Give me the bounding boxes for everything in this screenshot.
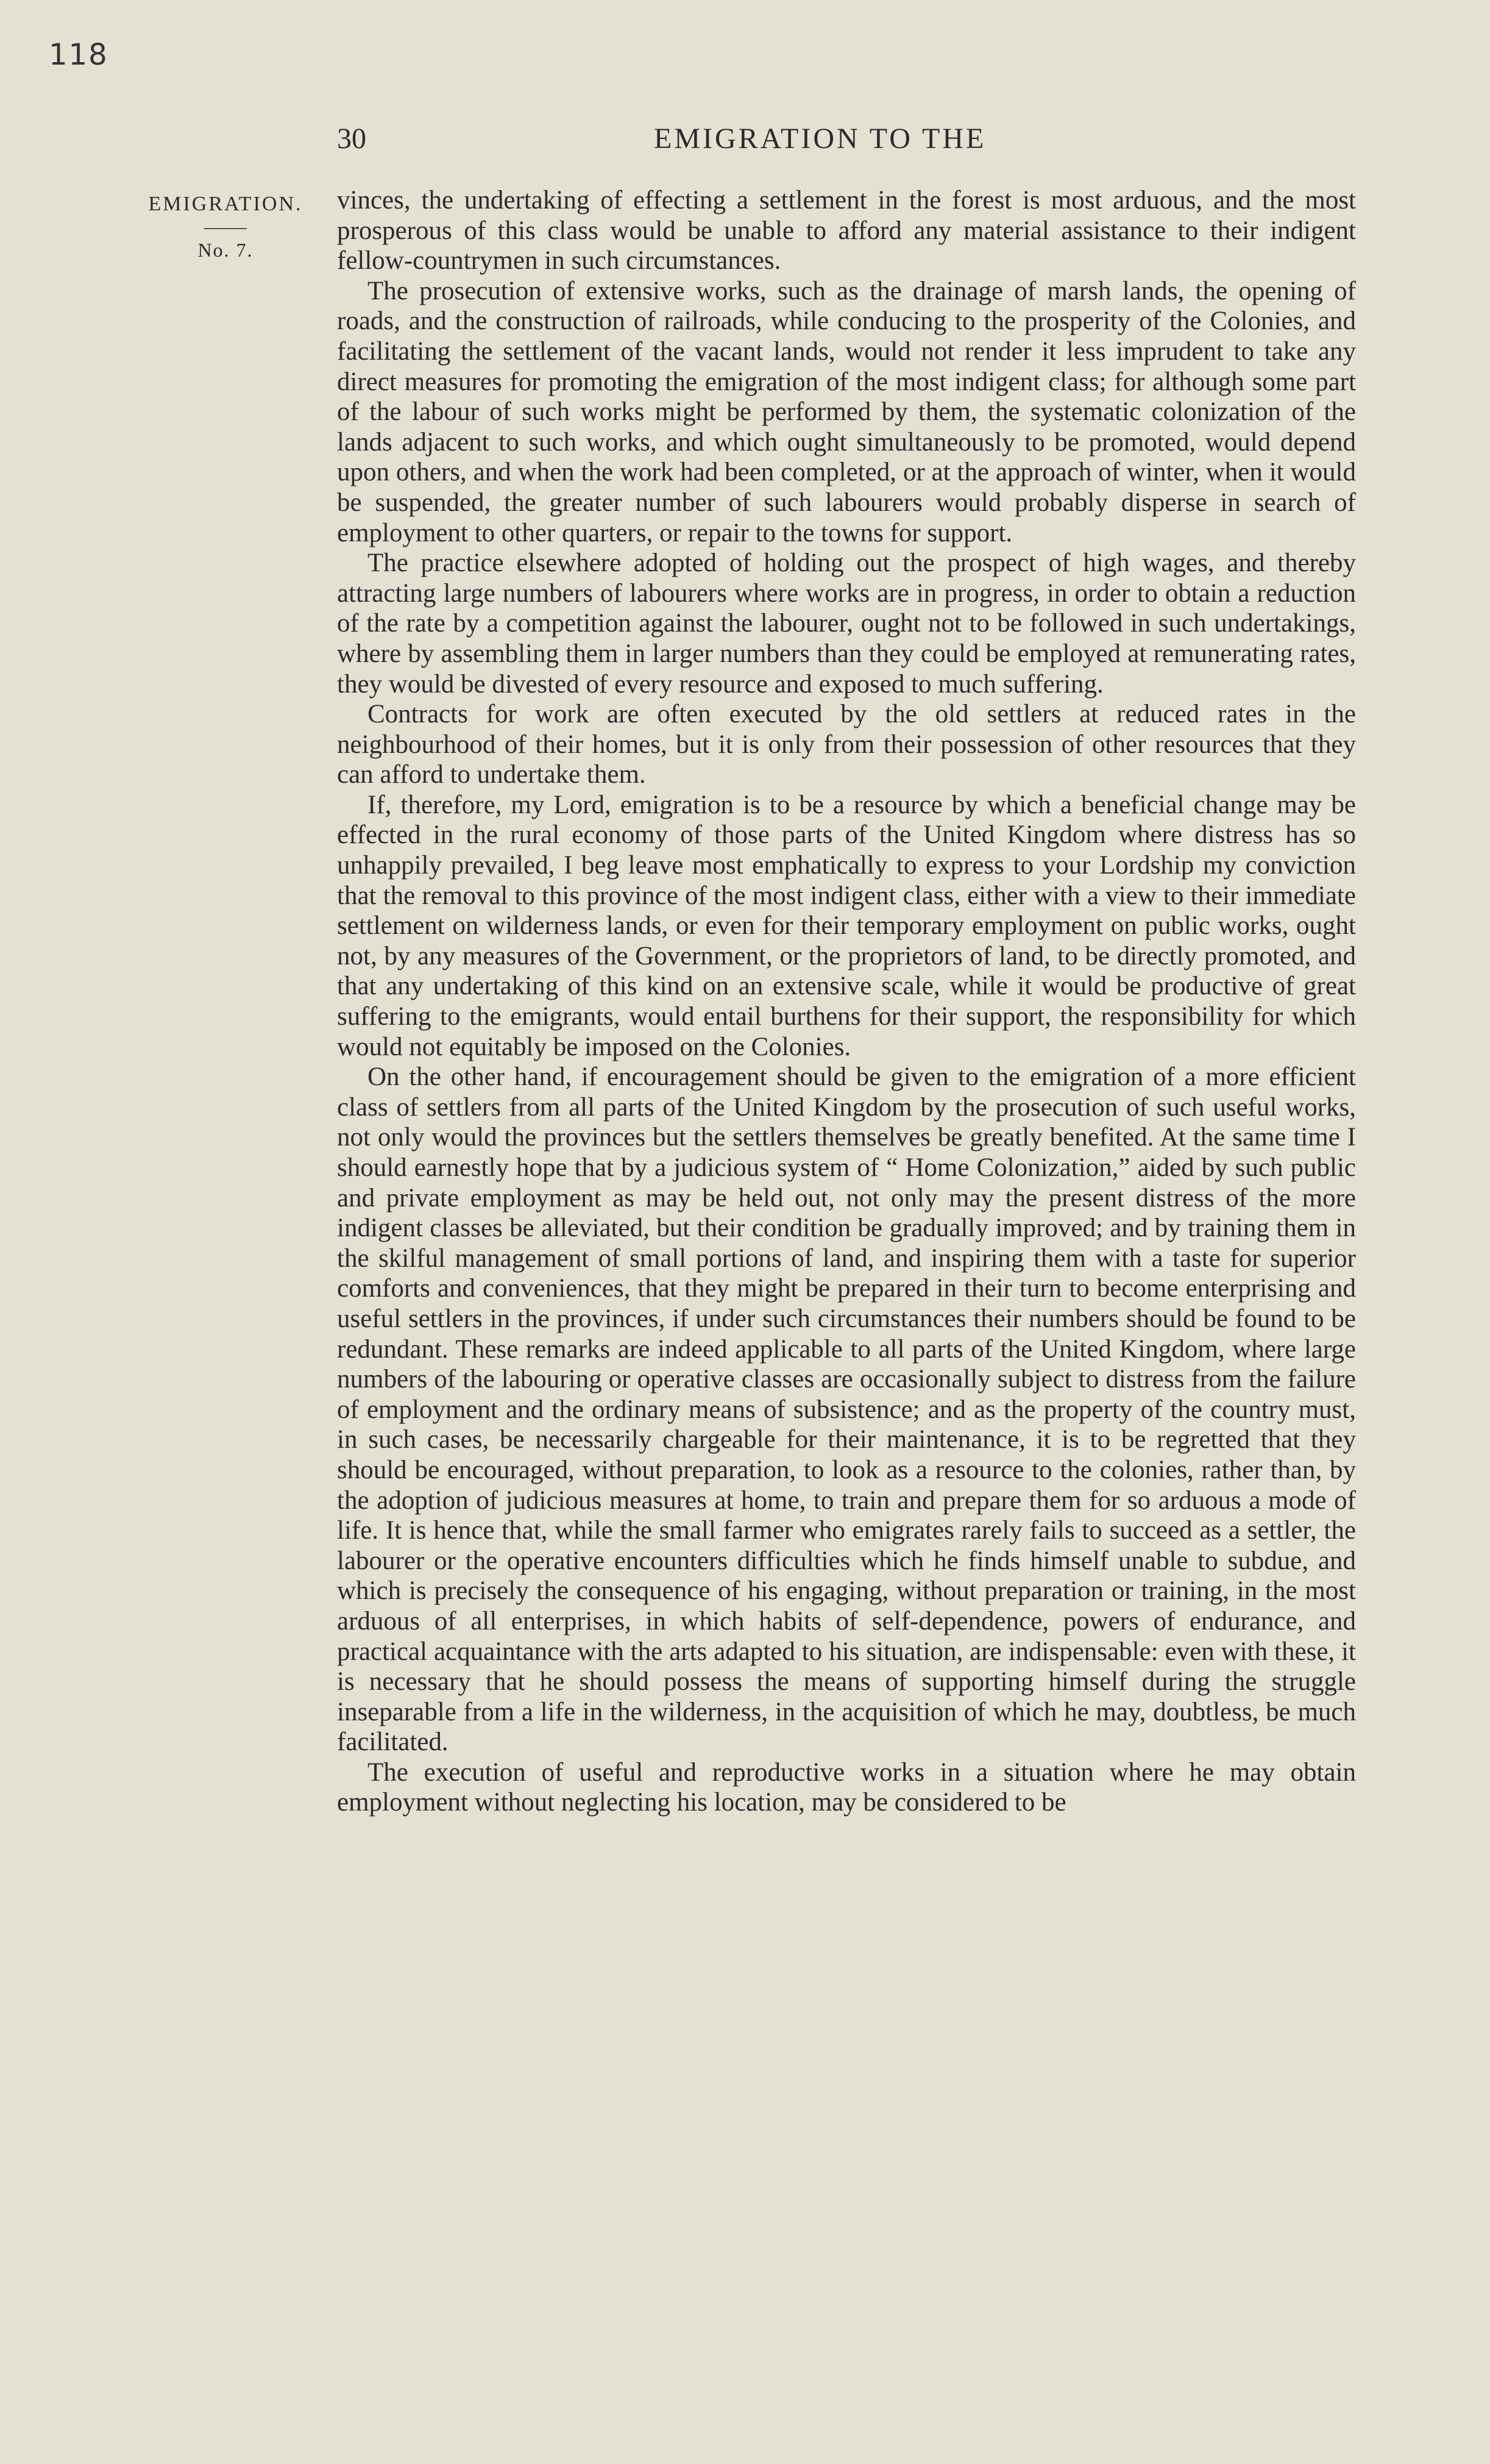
paragraph: Contracts for work are often executed by the old settlers at reduced rates in the neighbourhood of their homes, but it is only from their possession of other resources that they can afford to undertake them. <box>337 700 1356 789</box>
margin-note-number: No. 7. <box>197 239 254 261</box>
paragraph: The execution of useful and reproductive works in a situation where he may obtain employment without neglecting his location, may be considered to be <box>337 1757 1356 1817</box>
margin-note <box>128 193 323 262</box>
paragraph: On the other hand, if encouragement should be given to the emigration of a more efficient class of settlers from all parts of the United Kingdom by the prosecution of such useful works, not only would the provinces but the settlers themselves be greatly benefited. At the same time I should earnestly hope that by a judicious system of “ Home Colonization,” aided by such public and private employment as may be held out, not only may the present distress of the more indigent classes be alleviated, but their condition be gradually improved; and by training them in the skilful management of small portions of land, and inspiring them with a taste for superior comforts and conveniences, that they might be prepared in their turn to become enterprising and useful settlers in the provinces, if under such circumstances their numbers should be found to be redundant. These remarks are indeed applicable to all parts of the United Kingdom, where large numbers of the labouring or operative classes are occasionally subject to distress from the failure of employment and the ordinary means of subsistence; and as the property of the country must, in such cases, be necessarily chargeable for their maintenance, it is to be regretted that they should be encouraged, without preparation, to look as a resource to the colonies, rather than, by the adoption of judicious measures at home, to train and prepare them for so arduous a mode of life. It is hence that, while the small farmer who emigrates rarely fails to succeed as a settler, the labourer or the operative encounters difficulties which he finds himself unable to subdue, and which is precisely the consequence of his engaging, without preparation or training, in the most arduous of all enterprises, in which habits of self-dependence, powers of endurance, and practical acquaintance with the arts adapted to his situation, are indispensable: even with these, it is necessary that he should possess the means of supporting himself during the struggle inseparable from a life in the wilderness, in the acquisition of which he may, doubtless, be much facilitated. <box>337 1063 1356 1757</box>
page-number: 30 <box>337 123 366 155</box>
body-text <box>337 185 1356 1818</box>
margin-note-rule <box>204 228 247 229</box>
paragraph: The practice elsewhere adopted of holding out the prospect of high wages, and thereby attracting large numbers of labourers where works are in progress, in order to obtain a reduction of the rate by a competition against the labourer, ought not to be followed in such undertakings, where by assembling them in larger numbers than they could be employed at remunerating rates, they would be divested of every resource and exposed to much suffering. <box>337 549 1356 699</box>
margin-note-label: EMIGRATION. <box>148 193 303 215</box>
running-head <box>337 122 1356 161</box>
folio-number: 118 <box>49 38 108 72</box>
paragraph-continued: vinces, the undertaking of effecting a settlement in the forest is most arduous, and the most prosperous of this class would be unable to afford any material assistance to their indigent fellow-countrymen in such circumstances. <box>337 186 1356 276</box>
running-title: EMIGRATION TO THE <box>654 123 987 155</box>
paragraph: If, therefore, my Lord, emigration is to be a resource by which a beneficial change may be effected in the rural economy of those parts of the United Kingdom where distress has so unhappily prevailed, I beg leave most emphatically to express to your Lordship my conviction that the removal to this province of the most indigent class, either with a view to their immediate settlement on wilderness lands, or even for their temporary employment on public works, ought not, by any measures of the Government, or the proprietors of land, to be directly promoted, and that any undertaking of this kind on an extensive scale, while it would be productive of great suffering to the emigrants, would entail burthens for their support, the responsibility for which would not equitably be imposed on the Colonies. <box>337 790 1356 1061</box>
paragraph: The prosecution of extensive works, such as the drainage of marsh lands, the opening of roads, and the construction of railroads, while conducing to the prosperity of the Colonies, and facilitating the settlement of the vacant lands, would not render it less imprudent to take any direct measures for promoting the emigration of the most indigent class; for although some part of the labour of such works might be performed by them, the systematic colonization of the lands adjacent to such works, and which ought simultaneously to be promoted, would depend upon others, and when the work had been completed, or at the approach of winter, when it would be suspended, the greater number of such labourers would probably disperse in search of employment to other quarters, or repair to the towns for support. <box>337 276 1356 547</box>
